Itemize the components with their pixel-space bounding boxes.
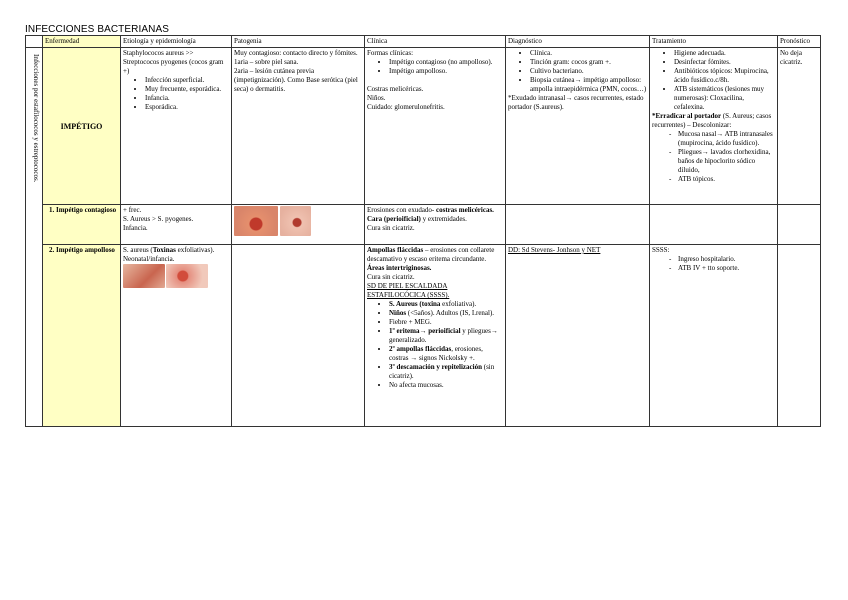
list-item: • ATB sistemáticos (lesiones muy numerosas): Cloxacilina, cefalexina. bbox=[674, 85, 775, 112]
impetigo-photo-lips bbox=[234, 206, 278, 236]
diagnostico-cell: • Clínica. • Tinción gram: cocos gram +. • Cultivo bacteriano. • Biopsia cutánea→ impétigo ampolloso: ampolla intraepidérmica (PMN, cocos…) *Exudado intranasal→ casos recurrentes, estado portador (S.aureus). bbox=[506, 48, 650, 205]
ssss-title: SD DE PIEL ESCALDADA ESTAFILOCÓCICA (SSSS). bbox=[367, 282, 450, 299]
infections-table bbox=[25, 35, 821, 427]
header-diagnostico: Diagnóstico bbox=[506, 36, 650, 48]
table-row-impetigo bbox=[26, 48, 821, 205]
header-row bbox=[26, 36, 821, 48]
list-item: • Infancia. bbox=[145, 94, 229, 103]
disease-name-contagioso: 1. Impétigo contagioso bbox=[49, 206, 117, 214]
document-title: INFECCIONES BACTERIANAS bbox=[25, 24, 169, 35]
list-item: • Tinción gram: cocos gram +. bbox=[530, 58, 647, 67]
list-item: - Pliegues→ lavados clorhexidina, baños de hipoclorito sódico diluido, bbox=[678, 148, 775, 175]
list-item: - Mucosa nasal→ ATB intranasales (mupirocina, ácido fusídico). bbox=[678, 130, 775, 148]
table-row-contagioso: 1. Impétigo contagioso + frec. S. Aureus > S. pyogenes. Infancia. Erosiones con exudado- costras melicéricas. Cara (perioificial) y extremidades. Cura sin cicatriz. bbox=[26, 205, 821, 245]
ssss-list-item: • 1º eritema→ perioificial y pliegues→ generalizado. bbox=[389, 327, 503, 345]
list-item: • Antibióticos tópicos: Mupirocina, ácido fusídico.c/8h. bbox=[674, 67, 775, 85]
pronostico-cell: No deja cicatriz. bbox=[778, 48, 821, 205]
list-item: • Infección superficial. bbox=[145, 76, 229, 85]
clinica-cell: Formas clínicas: • Impétigo contagioso (no ampolloso). • Impétigo ampolloso. Costras melicéricas. Niños. Cuidado: glomerulonefritis. bbox=[365, 48, 506, 205]
impetigo-photo-face bbox=[280, 206, 311, 236]
etiologia-cell: Staphylococos aureus >> Streptococos pyogenes (cocos gram +) • Infección superficial. • Muy frecuente, esporádica. • Infancia. • Esporádica. bbox=[121, 48, 232, 205]
tratamiento-cell: • Higiene adecuada. • Desinfectar fómites. • Antibióticos tópicos: Mupirocina, ácido fusídico.c/8h. • ATB sistemáticos (lesiones muy numerosas): Cloxacilina, cefalexina. *Erradicar al portador (S. Aureus; casos recurrentes) – Descolonizar: - Mucosa nasal→ ATB intranasales (mupirocina, ácido fusídico). - Pliegues→ lavados clorhexidina, baños de hipoclorito sódico diluido, - ATB tópicos. bbox=[650, 48, 778, 205]
patogenia-cell: Muy contagioso: contacto directo y fómites. 1aria – sobre piel sana. 2aria – lesión cutánea previa (impetignización). Como Base serótica (piel seca) o dermatitis. bbox=[232, 48, 365, 205]
list-item: • Impétigo ampolloso. bbox=[389, 67, 503, 76]
dd-text: DD: Sd Stevens- Jonhson y NET bbox=[508, 246, 601, 254]
list-item: - ATB tópicos. bbox=[678, 175, 775, 184]
ssss-list-item: • No afecta mucosas. bbox=[389, 381, 503, 390]
list-item: • Higiene adecuada. bbox=[674, 49, 775, 58]
ssss-list-item: • S. Aureus (toxina exfoliativa). bbox=[389, 300, 503, 309]
list-item: • Muy frecuente, esporádica. bbox=[145, 85, 229, 94]
disease-name-ampolloso: 2. Impétigo ampolloso bbox=[49, 246, 115, 254]
ssss-list-item: • Fiebre + MEG. bbox=[389, 318, 503, 327]
list-item: • Impétigo contagioso (no ampolloso). bbox=[389, 58, 503, 67]
disease-name-impetigo: IMPÉTIGO bbox=[60, 121, 103, 131]
list-item: • Esporádica. bbox=[145, 103, 229, 112]
group-label: Infecciones por estafilococos y estreptococos. bbox=[26, 48, 43, 427]
header-pronostico: Pronóstico bbox=[778, 36, 821, 48]
ssss-list-item: • 3º descamación y repitelización (sin cicatriz). bbox=[389, 363, 503, 381]
ssss-list-item: • Niños (<5años). Adultos (IS, I.renal). bbox=[389, 309, 503, 318]
header-etiologia: Etiología y epidemiología bbox=[121, 36, 232, 48]
list-item: • Biopsia cutánea→ impétigo ampolloso: ampolla intraepidérmica (PMN, cocos…) bbox=[530, 76, 647, 94]
header-clinica: Clínica bbox=[365, 36, 506, 48]
list-item: • Clínica. bbox=[530, 49, 647, 58]
ssss-list bbox=[367, 300, 503, 390]
list-item: - ATB IV + tto soporte. bbox=[678, 264, 775, 273]
bullous-photo-1 bbox=[123, 264, 165, 288]
list-item: • Desinfectar fómites. bbox=[674, 58, 775, 67]
header-enfermedad: Enfermedad bbox=[43, 36, 121, 48]
table-row-ampolloso: 2. Impétigo ampolloso S. aureus (Toxinas exfoliativas). Neonatal/infancia. Ampollas fláccidas – erosiones con collarete descamativo y escaso eritema circundante. Áreas intertriginosas. Cura sin cicatriz. SD DE PIEL ESCALDADA ESTAFILOCÓCICA (SSSS). • S. Aureus (toxina exfoliativa). • Niños (<5años). Adultos (IS, I.renal). • Fiebre + MEG. • 1º eritema→ perioificial y pliegues→ generalizado. • 2º ampollas fláccidas, erosiones, costras → signos Nickolsky +. • 3º descamación y repitelización (sin cicatriz). • No afecta mucosas. DD: Sd Stevens- Jonhson y NET SSSS: - Ingreso hospitalario. - ATB IV + tto soporte. bbox=[26, 245, 821, 427]
bullous-photo-2 bbox=[166, 264, 208, 288]
list-item: - Ingreso hospitalario. bbox=[678, 255, 775, 264]
ssss-list-item: • 2º ampollas fláccidas, erosiones, costras → signos Nickolsky +. bbox=[389, 345, 503, 363]
header-patogenia: Patogenia bbox=[232, 36, 365, 48]
header-tratamiento: Tratamiento bbox=[650, 36, 778, 48]
list-item: • Cultivo bacteriano. bbox=[530, 67, 647, 76]
